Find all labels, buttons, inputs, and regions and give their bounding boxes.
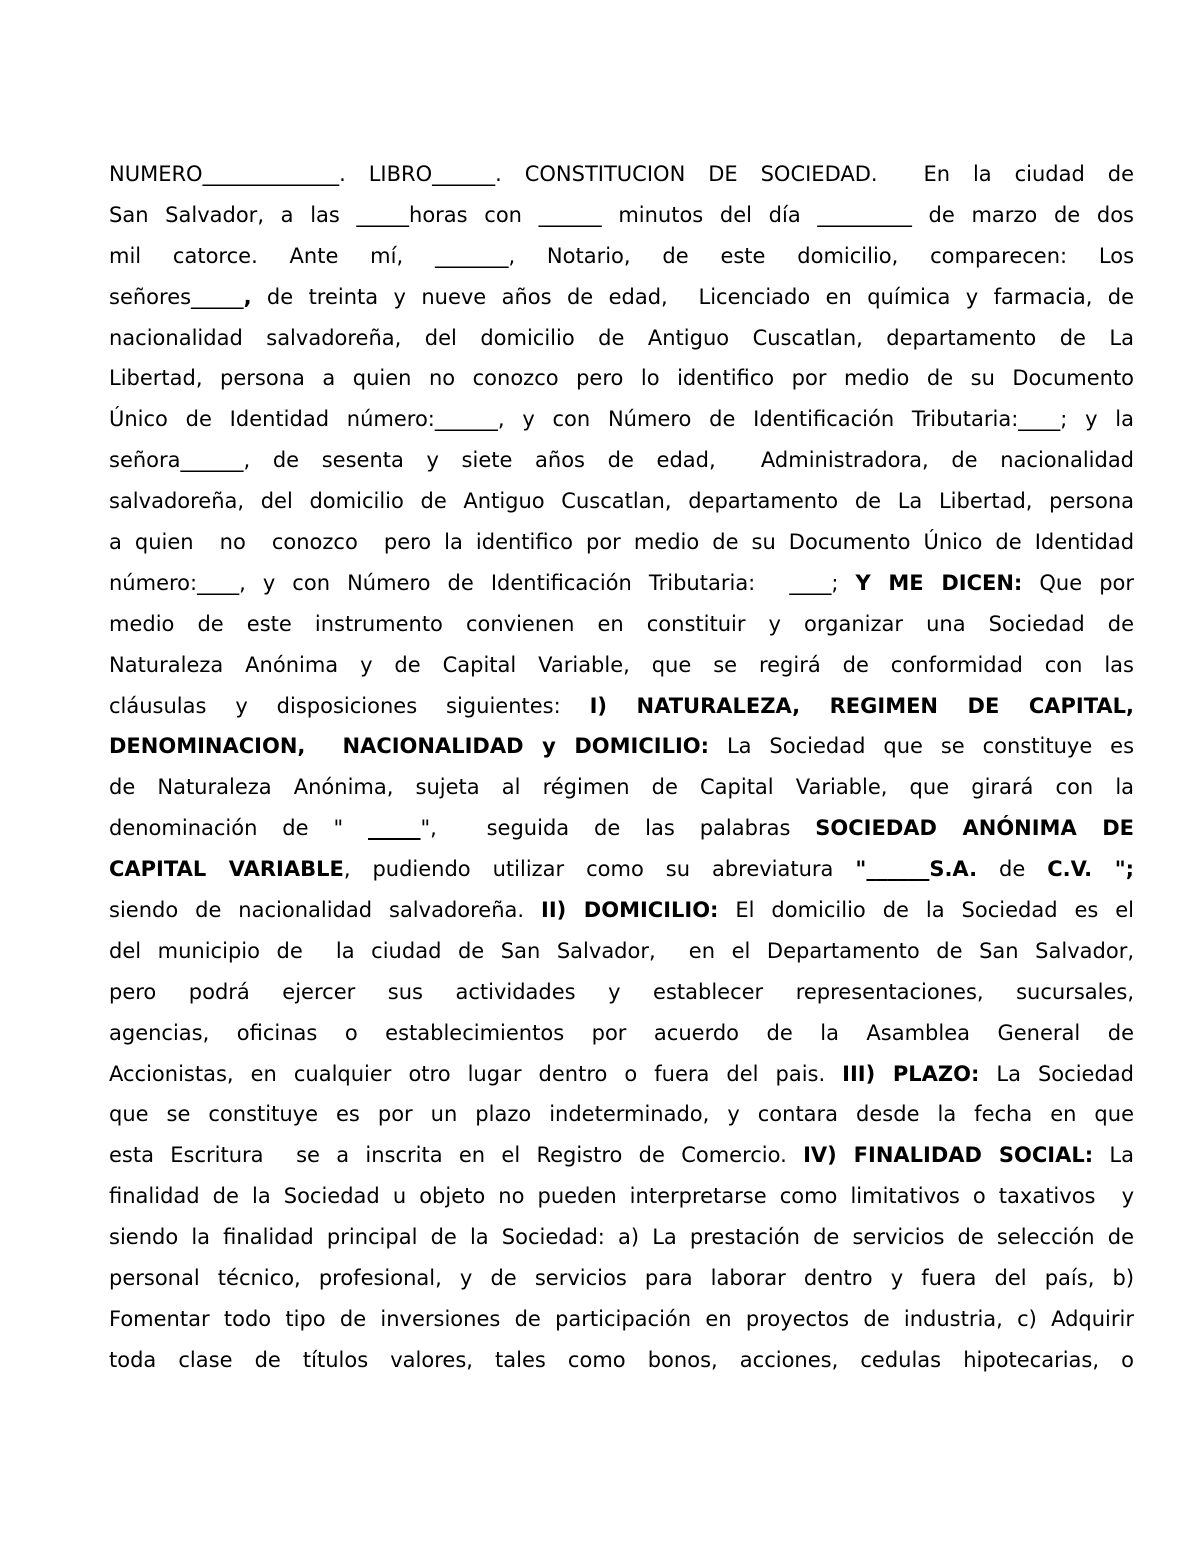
text-run: salvadoreña, del domicilio de Antiguo Cuscatlan, departamento de La Libertad, persona xyxy=(109,489,1134,514)
text-line xyxy=(109,236,1134,277)
bold-text-run: DENOMINACION, NACIONALIDAD y DOMICILIO: xyxy=(109,734,710,759)
text-run: señores_____ xyxy=(109,284,244,309)
text-run: agencias, oficinas o establecimientos por acuerdo de la Asamblea General de xyxy=(109,1020,1134,1045)
text-line xyxy=(109,1299,1134,1340)
text-line xyxy=(109,1258,1134,1299)
text-line xyxy=(109,890,1134,931)
text-line xyxy=(109,154,1134,195)
text-line xyxy=(109,604,1134,645)
text-line xyxy=(109,399,1134,440)
text-run: pero podrá ejercer sus actividades y establecer representaciones, sucursales, xyxy=(109,979,1134,1004)
bold-text-run: C.V. "; xyxy=(1047,857,1135,882)
text-run: , pudiendo utilizar como su abreviatura xyxy=(343,857,856,882)
bold-text-run: IV) FINALIDAD SOCIAL: xyxy=(803,1143,1094,1168)
text-run: San Salvador, a las _____horas con ______ minutos del día _________ de marzo de dos xyxy=(109,202,1134,227)
bold-text-run: III) PLAZO: xyxy=(842,1061,980,1086)
text-line xyxy=(109,972,1134,1013)
text-run: de Naturaleza Anónima, sujeta al régimen de Capital Variable, que girará con la xyxy=(109,775,1135,800)
text-run: La Sociedad que se constituye es xyxy=(709,734,1135,759)
text-run: Fomentar todo tipo de inversiones de participación en proyectos de industria, c) Adquirir xyxy=(109,1306,1134,1331)
text-run: del municipio de la ciudad de San Salvador, en el Departamento de San Salvador, xyxy=(109,938,1134,963)
text-run: finalidad de la Sociedad u objeto no pueden interpretarse como limitativos o taxativos y xyxy=(109,1184,1135,1209)
text-run: toda clase de títulos valores, tales como bonos, acciones, cedulas hipotecarias, o xyxy=(109,1347,1134,1372)
text-line xyxy=(109,931,1134,972)
text-run: número:____, y con Número de Identificación Tributaria: ____; xyxy=(109,570,856,595)
text-run: La xyxy=(1093,1143,1134,1168)
text-run: personal técnico, profesional, y de servicios para laborar dentro y fuera del país, b) xyxy=(109,1266,1135,1291)
bold-text-run: CAPITAL VARIABLE xyxy=(109,857,344,882)
text-run: Que por xyxy=(1022,570,1135,595)
text-line xyxy=(109,358,1134,399)
bold-text-run: SOCIEDAD ANÓNIMA DE xyxy=(815,816,1135,841)
text-run: cláusulas y disposiciones siguientes: xyxy=(109,693,590,718)
text-line xyxy=(109,318,1134,359)
text-line xyxy=(109,1340,1134,1381)
text-run: NUMERO_____________. LIBRO______. CONSTITUCION DE SOCIEDAD. En la ciudad de xyxy=(109,162,1135,186)
text-run: Naturaleza Anónima y de Capital Variable, que se regirá de conformidad con las xyxy=(109,652,1134,677)
text-run: mil catorce. Ante mí, _______, Notario, de este domicilio, comparecen: Los xyxy=(109,243,1135,268)
bold-text-run: _____ xyxy=(368,816,421,841)
text-line xyxy=(109,1217,1134,1258)
text-run: a quien no conozco pero la identifico por medio de su Documento Único de Identidad xyxy=(109,530,1135,555)
text-line xyxy=(109,808,1134,849)
bold-text-run: "______S.A. xyxy=(855,857,978,882)
text-run: de xyxy=(977,857,1048,882)
text-line xyxy=(109,563,1134,604)
text-run: medio de este instrumento convienen en constituir y organizar una Sociedad de xyxy=(109,611,1134,636)
text-line xyxy=(109,195,1134,236)
text-run: esta Escritura se a inscrita en el Registro de Comercio. xyxy=(109,1143,804,1168)
text-line xyxy=(109,1094,1134,1135)
bold-text-run: II) DOMICILIO: xyxy=(541,898,719,923)
text-run: señora______, de sesenta y siete años de edad, Administradora, de nacionalidad xyxy=(109,448,1135,473)
text-line xyxy=(109,1176,1134,1217)
text-run: ", seguida de las palabras xyxy=(420,816,816,841)
text-run: El domicilio de la Sociedad es el xyxy=(718,898,1134,923)
document-body-text xyxy=(109,154,1134,1381)
text-line xyxy=(109,481,1134,522)
text-run: que se constituye es por un plazo indeterminado, y contara desde la fecha en que xyxy=(109,1102,1134,1127)
text-run: siendo la finalidad principal de la Sociedad: a) La prestación de servicios de selección de xyxy=(109,1225,1134,1250)
text-line xyxy=(109,767,1134,808)
text-run: Accionistas, en cualquier otro lugar dentro o fuera del pais. xyxy=(109,1061,843,1086)
text-run: siendo de nacionalidad salvadoreña. xyxy=(109,898,541,923)
text-run: Único de Identidad número:______, y con Número de Identificación Tributaria:____; y la xyxy=(109,407,1134,432)
bold-text-run: Y ME DICEN: xyxy=(855,570,1023,595)
text-run: de treinta y nueve años de edad, Licenciado en química y farmacia, de xyxy=(251,284,1135,309)
text-line xyxy=(109,1013,1134,1054)
text-line xyxy=(109,522,1134,563)
text-run: Libertad, persona a quien no conozco pero lo identifico por medio de su Documento xyxy=(109,366,1135,391)
text-line xyxy=(109,1054,1134,1095)
text-run: denominación de " xyxy=(109,816,368,841)
text-line xyxy=(109,277,1134,318)
bold-text-run: , xyxy=(243,284,252,309)
text-run: nacionalidad salvadoreña, del domicilio de Antiguo Cuscatlan, departamento de La xyxy=(109,325,1134,350)
text-line xyxy=(109,440,1134,481)
text-line xyxy=(109,849,1134,890)
text-line xyxy=(109,645,1134,686)
text-run: La Sociedad xyxy=(979,1061,1134,1086)
text-line xyxy=(109,726,1134,767)
text-line xyxy=(109,1135,1134,1176)
bold-text-run: I) NATURALEZA, REGIMEN DE CAPITAL, xyxy=(589,693,1135,718)
text-line xyxy=(109,686,1134,727)
